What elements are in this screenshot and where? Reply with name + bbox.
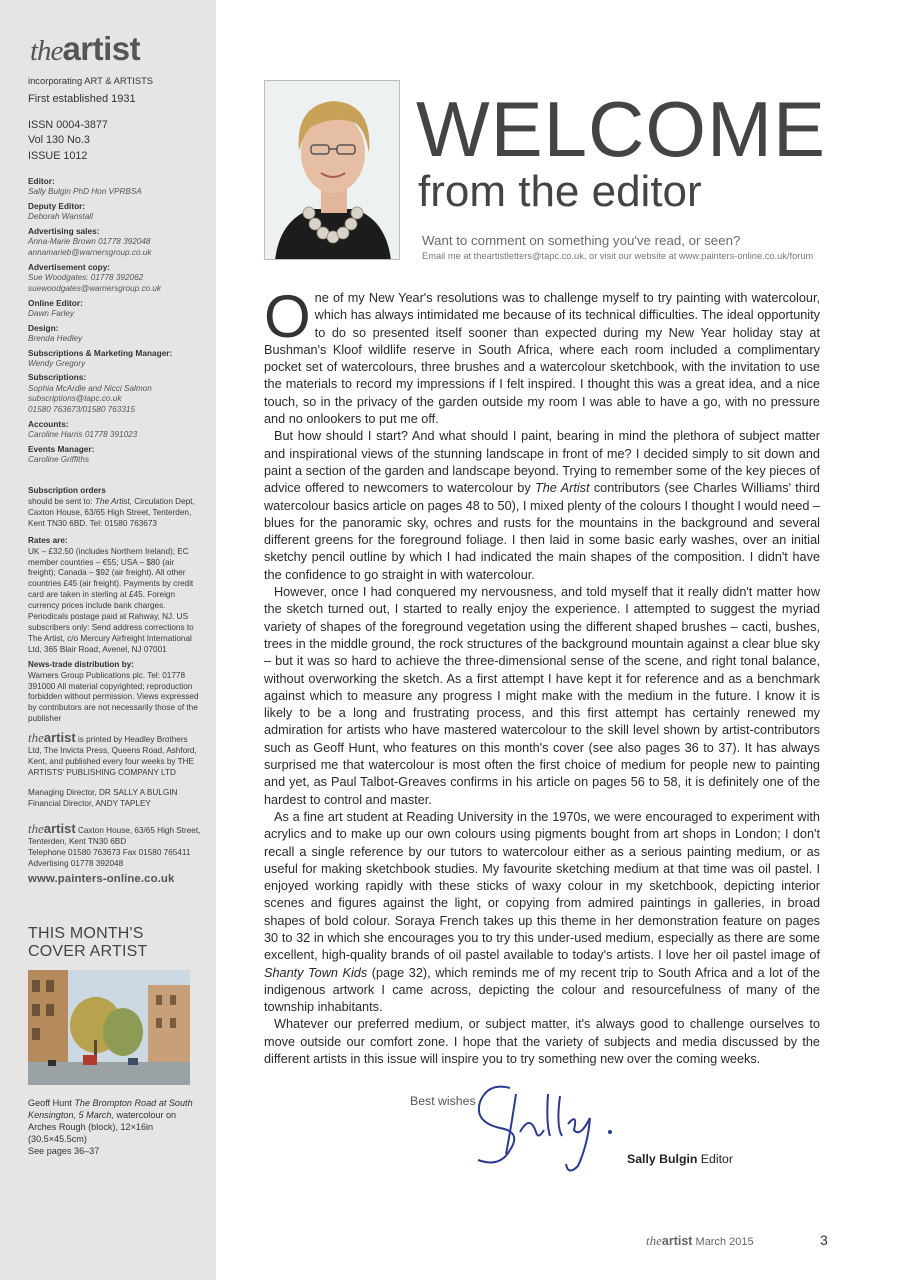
staff-names: Sophia McArdle and Nicci Salmon subscriptions@tapc.co.uk 01580 763673/01580 763315	[28, 383, 152, 415]
staff-entry	[28, 348, 202, 370]
staff-role: Accounts:	[28, 419, 69, 430]
staff-entry	[28, 201, 202, 223]
staff-names: Caroline Harris 01778 391023	[28, 430, 138, 440]
staff-entry	[28, 262, 202, 295]
staff-entry	[28, 176, 202, 198]
issue-number: ISSUE 1012	[28, 149, 88, 162]
issn: ISSN 0004-3877	[28, 119, 108, 132]
article-paragraph: Whatever our preferred medium, or subject matter, it's always good to challenge ourselves to move outside our comfort zone. I hope that the variety of subjects and media discussed by the different artists in this issue will inspire you to try something new over the coming weeks.	[264, 1017, 820, 1067]
editor-photo	[264, 80, 400, 260]
article-paragraph: But how should I start? And what should I paint, bearing in mind the plethora of subject matter and inspirational views of the stunning landscape in front of me? I decided simply to sit down and paint a section of the garden and landscape beyond. Trying to remember some of the key pieces of advice offered to newcomers to watercolour by The Artist contributors (see Charles Williams' third watercolour basics article on pages 48 to 50), I mixed plenty of the colours I thought I would need – blues for the panoramic sky, ochres and rusts for the mountains in the background and several different greens for the foreground foliage. I then laid in some basic early washes, over an initial sketchy pencil outline by which I had indicated the main shapes of the composition. I didn't have the confidence to go straight in with watercolour.	[264, 429, 820, 582]
staff-names: Sally Bulgin PhD Hon VPRBSA	[28, 187, 142, 197]
staff-entry	[28, 444, 202, 466]
staff-names: Caroline Griffiths	[28, 455, 89, 465]
incorporating-line: incorporating ART & ARTISTS	[28, 75, 154, 86]
website-link[interactable]: www.painters-online.co.uk	[28, 872, 175, 885]
comment-prompt: Want to comment on something you've read, or seen?	[422, 233, 741, 248]
staff-list	[28, 176, 202, 466]
staff-names: Anna-Marie Brown 01778 392048 annamarieb@warnersgroup.co.uk	[28, 237, 152, 257]
drop-cap: O	[264, 283, 311, 350]
volume: Vol 130 No.3	[28, 134, 90, 147]
cover-artist-heading: THIS MONTH'S COVER ARTIST	[28, 925, 148, 961]
rates-heading: Rates are:	[28, 535, 68, 545]
distribution-heading: News-trade distribution by:	[28, 659, 134, 669]
staff-role: Subscriptions & Marketing Manager:	[28, 347, 173, 358]
established-line: First established 1931	[28, 92, 136, 105]
article-paragraph: However, once I had conquered my nervousness, and told myself that it really didn't matter how the sketch turned out, I started to really enjoy the experience. I attempted to suggest the myriad variety of shapes of the foreground vegetation using the different shaped brushes – cacti, bushes, trees in the middle ground, the rock structures of the background mountain against a clear blue sky – but it was so hard to achieve the three-dimensional sense of the scene, and right tonal balance, without overworking the sketch. As a first attempt I have kept it for reference and as a benchmark against which to measure any progress I might make with the medium in the future. I know it is likely to be a long and frustrating process, and this first attempt has certainly renewed my admiration for artists who have mastered watercolour to the skill level shown by artist-contributors such as Geoff Hunt, who features on this month's cover (see also pages 36 to 37). It has always surprised me that watercolour is most often the first choice of medium for people new to painting and yet, as Paul Talbot-Greaves confirms in his article on pages 56 to 58, it is definitely one of the hardest to control and master.	[264, 585, 820, 807]
printer-info: theartist is printed by Headley Brothers Ltd, The Invicta Press, Queens Road, Ashford, Kent, and published every four weeks by THE ARTISTS' PUBLISHING COMPANY LTD	[28, 730, 197, 778]
editor-name: Sally Bulgin Editor	[627, 1152, 733, 1166]
staff-entry	[28, 226, 202, 259]
welcome-heading: WELCOME	[416, 85, 827, 173]
staff-role: Advertisement copy:	[28, 261, 111, 272]
comment-contact: Email me at theartistletters@tapc.co.uk, or visit our website at www.painters-online.co.uk/forum	[422, 251, 814, 261]
staff-role: Online Editor:	[28, 297, 83, 308]
staff-role: Advertising sales:	[28, 225, 100, 236]
rates-info: Rates are: UK – £32.50 (includes Northern Ireland); EC member countries – €55; USA – $80 (air freight); Canada – $92 (air freight). All other countries £45 (air freight). Payments by credit card are taken in sterling at £45. Foreign currency prices include bank charges. Periodicals postage paid at Rahway, NJ. US subscribers only: Send address corrections to The Artist, c/o Mercury Airfreight International Ltd, 365 Blair Road, Avenel, NJ 07001	[28, 535, 194, 654]
small-logo: theartist	[28, 730, 76, 746]
small-logo: theartist	[28, 820, 76, 836]
staff-names: Dawn Farley	[28, 308, 74, 318]
subscription-info: Subscription orders should be sent to: The Artist, Circulation Dept, Caxton House, 63/65 High Street, Tenterden, Kent TN30 6BD. Tel: 01580 763673	[28, 486, 195, 528]
staff-names: Deborah Wanstall	[28, 212, 93, 222]
editorial-article	[264, 283, 821, 1068]
page-number: 3	[820, 1232, 828, 1248]
staff-role: Events Manager:	[28, 444, 95, 455]
page-footer: theartist March 2015	[646, 1233, 754, 1248]
magazine-logo: theartist	[30, 30, 141, 67]
cover-caption: Geoff Hunt The Brompton Road at South Kensington, 5 March, watercolour on Arches Rough (block), 12×16in (30.5×45.5cm) See pages 36–37	[28, 1097, 193, 1156]
article-paragraph: One of my New Year's resolutions was to challenge myself to try painting with watercolour, which has always intimidated me because of its technical difficulties. The ideal opportunity to do so presented itself sooner than expected during my New Year holiday stay at Bushman's Kloof wildlife reserve in South Africa, where each room included a complimentary pocket set of watercolours, three brushes and a watercolour sketchbook, with the invitation to use the materials to record my impressions if I felt inspired. I thought this was a great idea, and a nice touch, so in the privacy of the garden outside my room I was able to have a go, with no pressure and no onlookers to put me off.	[264, 283, 820, 427]
staff-names: Wendy Gregory	[28, 358, 86, 368]
staff-names: Brenda Hedley	[28, 333, 83, 343]
staff-role: Subscriptions:	[28, 372, 87, 383]
issue-info	[28, 118, 202, 164]
best-wishes: Best wishes	[410, 1094, 476, 1108]
directors: Managing Director, DR SALLY A BULGIN Financial Director, ANDY TAPLEY	[28, 788, 178, 809]
staff-names: Sue Woodgates: 01778 392062 suewoodgates@warnersgroup.co.uk	[28, 272, 162, 293]
staff-entry	[28, 372, 202, 416]
publisher-address: theartist Caxton House, 63/65 High Street, Tenterden, Kent TN30 6BD Telephone 01580 763673 Fax 01580 765411 Advertising 01778 392048	[28, 820, 201, 869]
staff-role: Design:	[28, 322, 59, 333]
staff-role: Editor:	[28, 176, 55, 187]
from-editor-subheading: from the editor	[418, 167, 702, 216]
distribution-info: News-trade distribution by: Warners Group Publications plc. Tel: 01778 391000 All material copyrighted; reproduction forbidden without permission. Views expressed by contributors are not necessarily those of the publisher	[28, 659, 199, 724]
staff-entry	[28, 323, 202, 345]
masthead-sidebar	[0, 0, 216, 1280]
article-paragraph: As a fine art student at Reading University in the 1970s, we were encouraged to experiment with acrylics and to make up our own colours using pigments bought from art shops in London; I don't recall a single reference by our tutors to watercolour either as a serious painting medium, or as useful for making sketchbook studies. My favourite sketching medium at that time was oil pastel. I enjoyed working rapidly with these sticks of waxy colour in my sketchbook, depicting interior scenes and figures against the light, or copying from admired paintings in galleries, in broad shapes of bold colour. Soraya French takes up this theme in her demonstration feature on pages 30 to 32 in which she encourages you to try this under-used medium, especially as there are some excellent, high-quality brands of oil pastel available to today's artists. I love her oil pastel image of Shanty Town Kids (page 32), which reminds me of my recent trip to South Africa and a lot of the indigenous artwork I came across, depicting the colour and resourcefulness of many of the township inhabitants.	[264, 809, 821, 1015]
signature-image	[470, 1074, 640, 1174]
cover-artwork-thumbnail	[28, 970, 190, 1085]
staff-role: Deputy Editor:	[28, 201, 86, 212]
staff-entry	[28, 419, 202, 441]
subscription-heading: Subscription orders	[28, 486, 106, 496]
staff-entry	[28, 298, 202, 320]
